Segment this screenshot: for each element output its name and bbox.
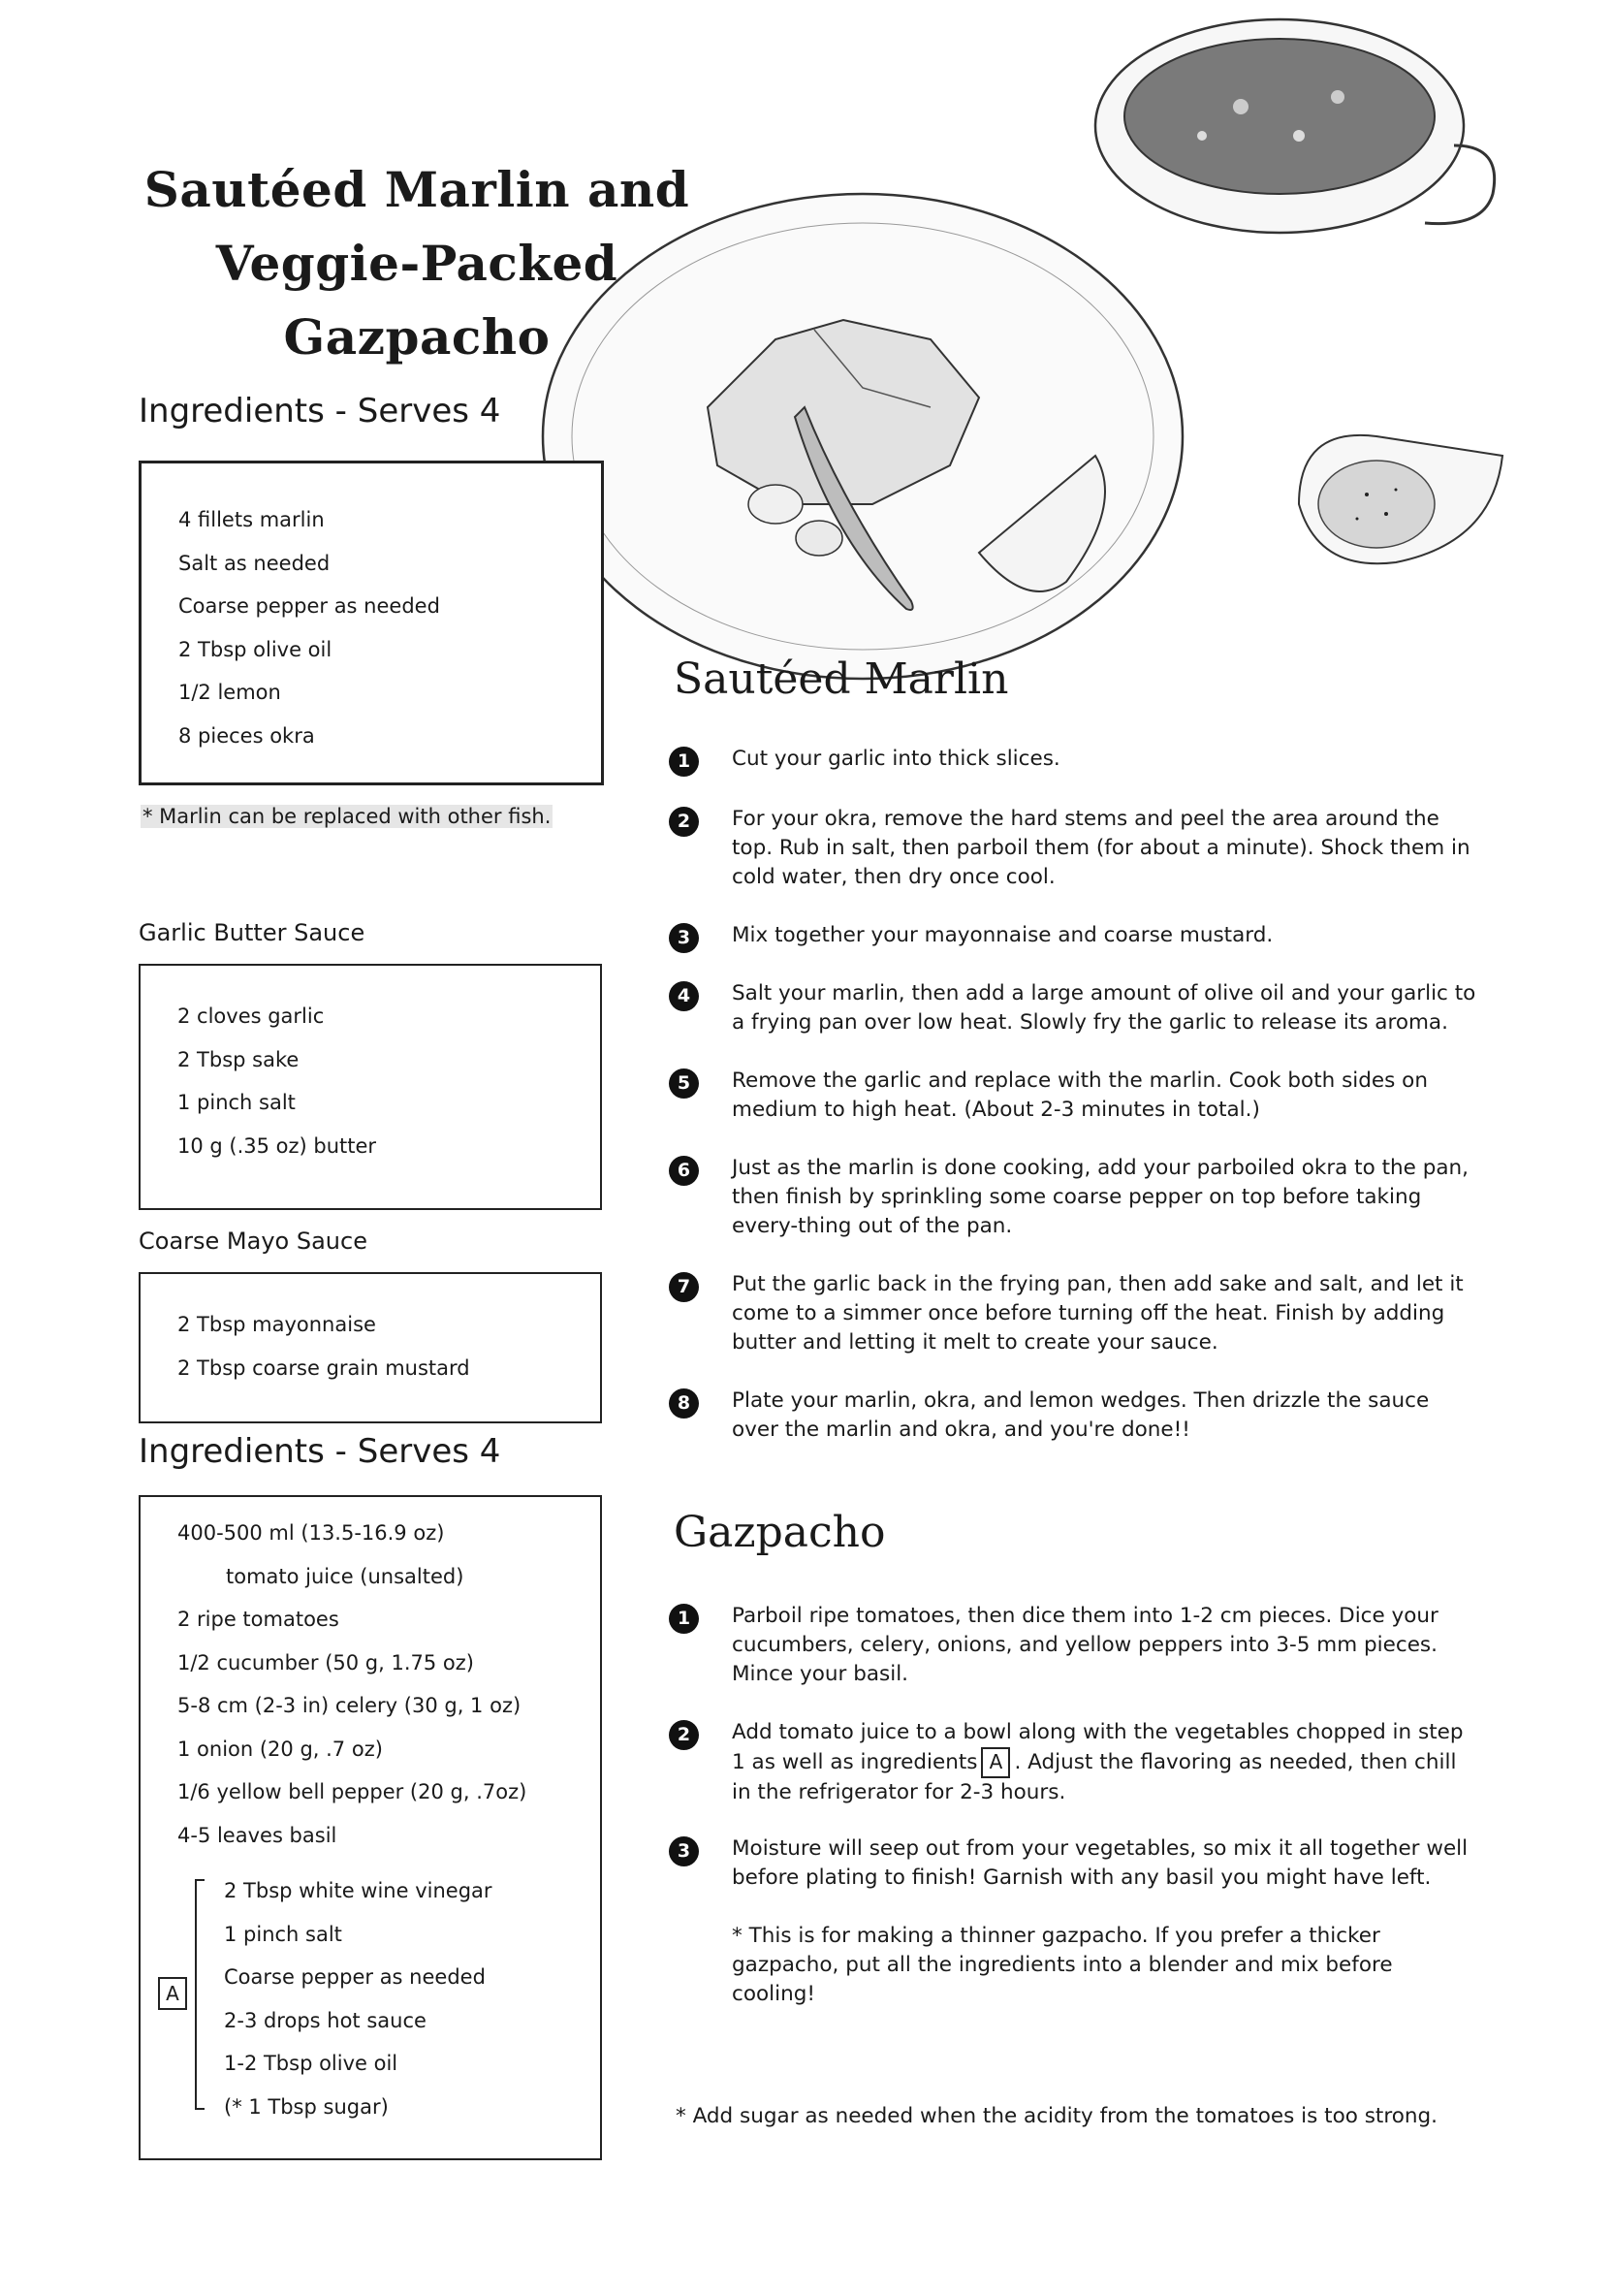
step-number-badge: 3 xyxy=(669,1836,699,1866)
step-text: Moisture will seep out from your vegetables, so mix it all together well before plating to finish! Garnish with any basil you might have left. xyxy=(732,1836,1469,1890)
ingredient-item: 2 cloves garlic xyxy=(177,1004,325,1028)
gazpacho-step-3 xyxy=(669,1834,1473,1893)
ingredient-item: (* 1 Tbsp sugar) xyxy=(224,2094,389,2119)
step-text xyxy=(732,1718,1478,1807)
step-number-badge: 2 xyxy=(669,1720,699,1750)
ingredient-item: 4-5 leaves basil xyxy=(177,1823,337,1847)
group-a-bracket xyxy=(195,1879,216,2110)
group-a-list xyxy=(224,1869,492,2128)
page-title xyxy=(116,153,717,374)
mayo-sauce-box xyxy=(139,1272,602,1423)
ingredient-item: Coarse pepper as needed xyxy=(224,1965,486,1989)
step-text: Mix together your mayonnaise and coarse mustard. xyxy=(732,923,1274,947)
garlic-sauce-list xyxy=(177,995,376,1167)
marlin-step-5 xyxy=(669,1067,1473,1125)
gazpacho-ingredients-heading: Ingredients - Serves 4 xyxy=(139,1432,501,1471)
mayo-sauce-heading: Coarse Mayo Sauce xyxy=(139,1228,367,1255)
step-number-badge: 8 xyxy=(669,1388,699,1419)
step-text: Salt your marlin, then add a large amount of olive oil and your garlic to a frying pan over low heat. Slowly fry the garlic to release its aroma. xyxy=(732,981,1476,1035)
ingredient-item: 1-2 Tbsp olive oil xyxy=(224,2052,398,2075)
ingredient-item: 5-8 cm (2-3 in) celery (30 g, 1 oz) xyxy=(177,1694,522,1717)
ingredient-item: 1 pinch salt xyxy=(224,1922,342,1946)
gazpacho-step-1 xyxy=(669,1602,1473,1689)
ingredient-item: Salt as needed xyxy=(178,551,331,575)
step-text-before: Add tomato juice to a bowl along with the vegetables chopped in step 1 as well as ingredients xyxy=(732,1720,1464,1774)
marlin-note xyxy=(141,805,553,828)
step-number-badge: 1 xyxy=(669,747,699,777)
garlic-sauce-box xyxy=(139,964,602,1210)
marlin-step-2 xyxy=(669,805,1473,892)
step-text: Cut your garlic into thick slices. xyxy=(732,747,1060,771)
page-title-line1: Sautéed Marlin and xyxy=(143,161,690,218)
step-number-badge: 2 xyxy=(669,807,699,837)
ingredient-item: tomato juice (unsalted) xyxy=(226,1564,464,1588)
ingredient-item: 1/2 cucumber (50 g, 1.75 oz) xyxy=(177,1650,474,1674)
gazpacho-ingredients-box xyxy=(139,1495,602,2160)
gazpacho-step-2 xyxy=(669,1718,1473,1807)
step-text: Just as the marlin is done cooking, add your parboiled okra to the pan, then finish by sprinkling some coarse pepper on top before taking every-thing out of the pan. xyxy=(732,1156,1469,1238)
gazpacho-heading: Gazpacho xyxy=(674,1508,886,1557)
group-a-label: A xyxy=(158,1977,187,2010)
step-number-badge: 7 xyxy=(669,1272,699,1302)
ingredient-item: 1 pinch salt xyxy=(177,1091,296,1114)
gazpacho-note: * This is for making a thinner gazpacho. If you prefer a thicker gazpacho, put all the ingredients into a blender and mix before cooling! xyxy=(732,1924,1393,2006)
ingredient-item: 4 fillets marlin xyxy=(178,508,325,531)
mayo-sauce-list xyxy=(177,1303,470,1389)
ingredient-item: 2-3 drops hot sauce xyxy=(224,2008,427,2032)
step-number-badge: 6 xyxy=(669,1156,699,1186)
step-text: Put the garlic back in the frying pan, then add sake and salt, and let it come to a simmer once before turning off the heat. Finish by adding butter and letting it melt to create your sauce. xyxy=(732,1272,1464,1355)
ingredient-item: 1 onion (20 g, .7 oz) xyxy=(177,1737,383,1761)
marlin-step-3 xyxy=(669,921,1473,950)
ingredient-item: 8 pieces okra xyxy=(178,723,315,748)
step-text: Remove the garlic and replace with the marlin. Cook both sides on medium to high heat. (About 2-3 minutes in total.) xyxy=(732,1068,1428,1122)
step-text: Plate your marlin, okra, and lemon wedges. Then drizzle the sauce over the marlin and okra, and you're done!! xyxy=(732,1388,1430,1442)
ingredient-item: 2 Tbsp olive oil xyxy=(178,637,332,661)
step-number-badge: 1 xyxy=(669,1604,699,1634)
marlin-step-1 xyxy=(669,745,1473,774)
ingredient-item: 2 Tbsp sake xyxy=(177,1047,300,1071)
ingredient-item: 1/2 lemon xyxy=(178,681,281,704)
ingredient-item: 10 g (.35 oz) butter xyxy=(177,1133,377,1158)
ingredient-item: 2 Tbsp mayonnaise xyxy=(177,1313,376,1336)
step-text-after: . Adjust the flavoring as needed, then chill in the refrigerator for 2-3 hours. xyxy=(732,1750,1457,1804)
marlin-note-text: * Marlin can be replaced with other fish. xyxy=(142,805,552,828)
marlin-steps-heading: Sautéed Marlin xyxy=(674,654,1009,704)
marlin-ingredients-heading: Ingredients - Serves 4 xyxy=(139,392,501,430)
ingredient-item: 400-500 ml (13.5-16.9 oz) xyxy=(177,1521,445,1545)
step-text: Parboil ripe tomatoes, then dice them into 1-2 cm pieces. Dice your cucumbers, celery, onions, and yellow peppers into 3-5 mm pieces. Mince your basil. xyxy=(732,1604,1438,1686)
marlin-ingredients-box xyxy=(139,461,604,785)
ingredient-item: 2 ripe tomatoes xyxy=(177,1608,339,1631)
marlin-step-8 xyxy=(669,1387,1473,1445)
group-a-ref: A xyxy=(981,1747,1010,1778)
page-title-line2: Veggie-Packed Gazpacho xyxy=(215,235,618,366)
ingredient-item: Coarse pepper as needed xyxy=(178,594,440,618)
ingredient-item: 1/6 yellow bell pepper (20 g, .7oz) xyxy=(177,1780,527,1803)
marlin-ingredients-list xyxy=(178,498,440,757)
footnote: * Add sugar as needed when the acidity from the tomatoes is too strong. xyxy=(676,2104,1438,2128)
gazpacho-ingredients-list xyxy=(177,1512,526,1857)
garlic-icon xyxy=(748,485,803,524)
ingredient-item: 2 Tbsp coarse grain mustard xyxy=(177,1355,470,1380)
garlic-sauce-heading: Garlic Butter Sauce xyxy=(139,919,365,946)
marlin-step-6 xyxy=(669,1154,1473,1241)
ingredient-item: 2 Tbsp white wine vinegar xyxy=(224,1879,492,1902)
step-text: For your okra, remove the hard stems and peel the area around the top. Rub in salt, then parboil them (for about a minute). Shock them in cold water, then dry once cool. xyxy=(732,807,1470,889)
marlin-step-4 xyxy=(669,979,1476,1037)
step-number-badge: 3 xyxy=(669,923,699,953)
step-number-badge: 5 xyxy=(669,1068,699,1099)
step-number-badge: 4 xyxy=(669,981,699,1011)
marlin-step-7 xyxy=(669,1270,1473,1357)
